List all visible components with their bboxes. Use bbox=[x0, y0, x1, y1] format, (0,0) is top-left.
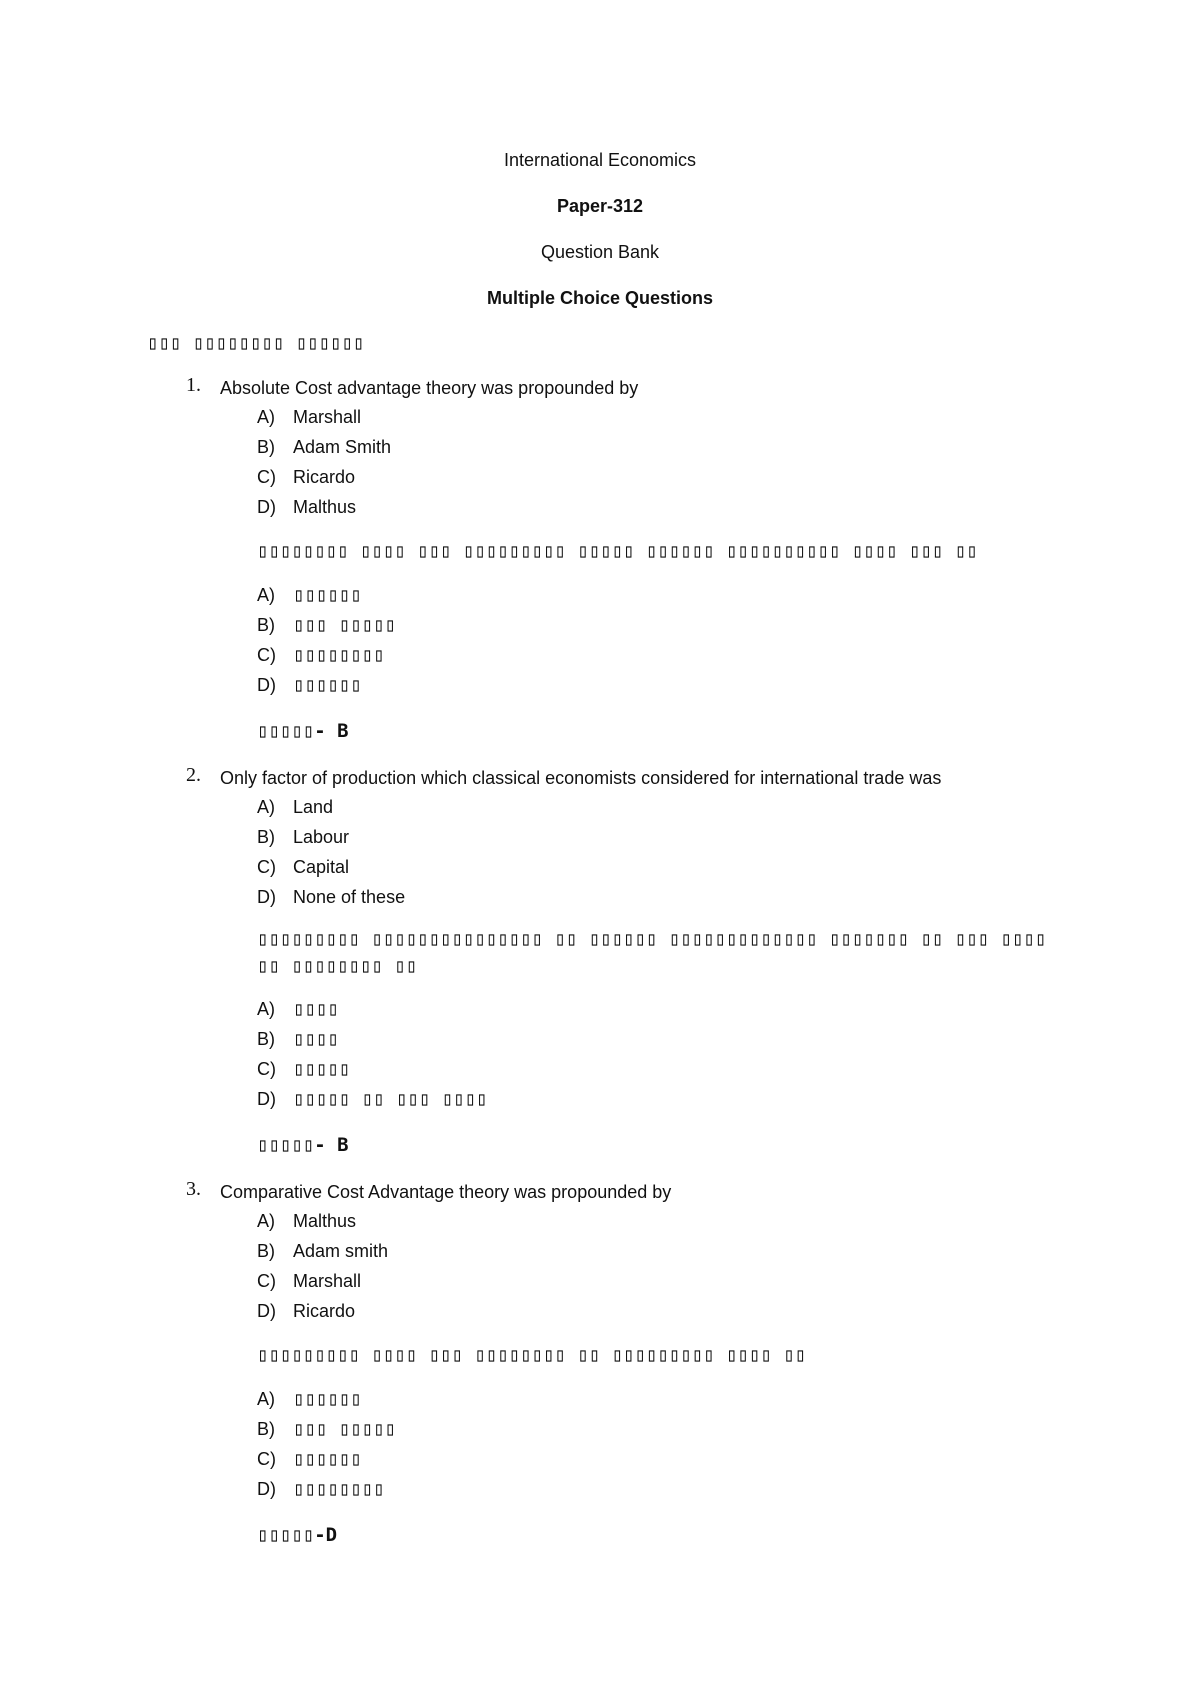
answer-line: ▯▯▯▯▯- B bbox=[257, 1134, 349, 1156]
option: A) Land bbox=[257, 797, 334, 817]
option: B) Labour bbox=[257, 827, 350, 847]
hindi-option: A) ▯▯▯▯ bbox=[257, 998, 339, 1020]
hindi-question-text: ▯▯▯▯▯▯▯▯ ▯▯▯▯ ▯▯▯ ▯▯▯▯▯▯▯▯▯ ▯▯▯▯▯ ▯▯▯▯▯▯ ▯▯▯▯▯▯▯▯▯▯ ▯▯▯▯ ▯▯▯ ▯▯ bbox=[257, 540, 978, 562]
hindi-option: A) ▯▯▯▯▯▯ bbox=[257, 584, 362, 606]
question-text: Absolute Cost advantage theory was propounded by bbox=[220, 378, 639, 398]
question-number: 3. bbox=[186, 1178, 201, 1200]
answer-line: ▯▯▯▯▯- B bbox=[257, 720, 349, 742]
option: D) None of these bbox=[257, 887, 406, 907]
hindi-option: A) ▯▯▯▯▯▯ bbox=[257, 1388, 362, 1410]
option: D) Ricardo bbox=[257, 1301, 356, 1321]
paper-number: Paper-312 bbox=[556, 196, 644, 216]
document-title: International Economics bbox=[503, 150, 697, 170]
hindi-option: C) ▯▯▯▯▯▯▯▯ bbox=[257, 644, 385, 666]
hindi-option: B) ▯▯▯▯ bbox=[257, 1028, 339, 1050]
hindi-question-text-continued: ▯▯ ▯▯▯▯▯▯▯▯ ▯▯ bbox=[257, 955, 418, 977]
hindi-option: D) ▯▯▯▯▯▯ bbox=[257, 674, 362, 696]
option: B) Adam smith bbox=[257, 1241, 389, 1261]
hindi-option: C) ▯▯▯▯▯▯ bbox=[257, 1448, 362, 1470]
hindi-question-text: ▯▯▯▯▯▯▯▯▯ ▯▯▯▯▯▯▯▯▯▯▯▯▯▯▯ ▯▯ ▯▯▯▯▯▯ ▯▯▯▯▯▯▯▯▯▯▯▯▯ ▯▯▯▯▯▯▯ ▯▯ ▯▯▯ ▯▯▯▯ bbox=[257, 928, 1047, 950]
option: C) Marshall bbox=[257, 1271, 362, 1291]
option: C) Capital bbox=[257, 857, 350, 877]
hindi-question-text: ▯▯▯▯▯▯▯▯▯ ▯▯▯▯ ▯▯▯ ▯▯▯▯▯▯▯▯ ▯▯ ▯▯▯▯▯▯▯▯▯ ▯▯▯▯ ▯▯ bbox=[257, 1344, 807, 1366]
hindi-option: D) ▯▯▯▯▯▯▯▯ bbox=[257, 1478, 385, 1500]
hindi-option: B) ▯▯▯ ▯▯▯▯▯ bbox=[257, 1418, 396, 1440]
hindi-section-heading: ▯▯▯ ▯▯▯▯▯▯▯▯ ▯▯▯▯▯▯ bbox=[147, 332, 365, 354]
answer-line: ▯▯▯▯▯-D bbox=[257, 1524, 338, 1546]
hindi-option: C) ▯▯▯▯▯ bbox=[257, 1058, 351, 1080]
question-number: 2. bbox=[186, 764, 201, 786]
hindi-option: D) ▯▯▯▯▯ ▯▯ ▯▯▯ ▯▯▯▯ bbox=[257, 1088, 488, 1110]
option: A) Marshall bbox=[257, 407, 362, 427]
question-text: Comparative Cost Advantage theory was propounded by bbox=[220, 1182, 672, 1202]
option: C) Ricardo bbox=[257, 467, 356, 487]
question-number: 1. bbox=[186, 374, 201, 396]
option: B) Adam Smith bbox=[257, 437, 392, 457]
hindi-option: B) ▯▯▯ ▯▯▯▯▯ bbox=[257, 614, 396, 636]
question-text: Only factor of production which classical economists considered for international trade was bbox=[220, 768, 942, 788]
question-bank-label: Question Bank bbox=[540, 242, 660, 262]
option: D) Malthus bbox=[257, 497, 357, 517]
option: A) Malthus bbox=[257, 1211, 357, 1231]
section-heading: Multiple Choice Questions bbox=[486, 288, 714, 308]
